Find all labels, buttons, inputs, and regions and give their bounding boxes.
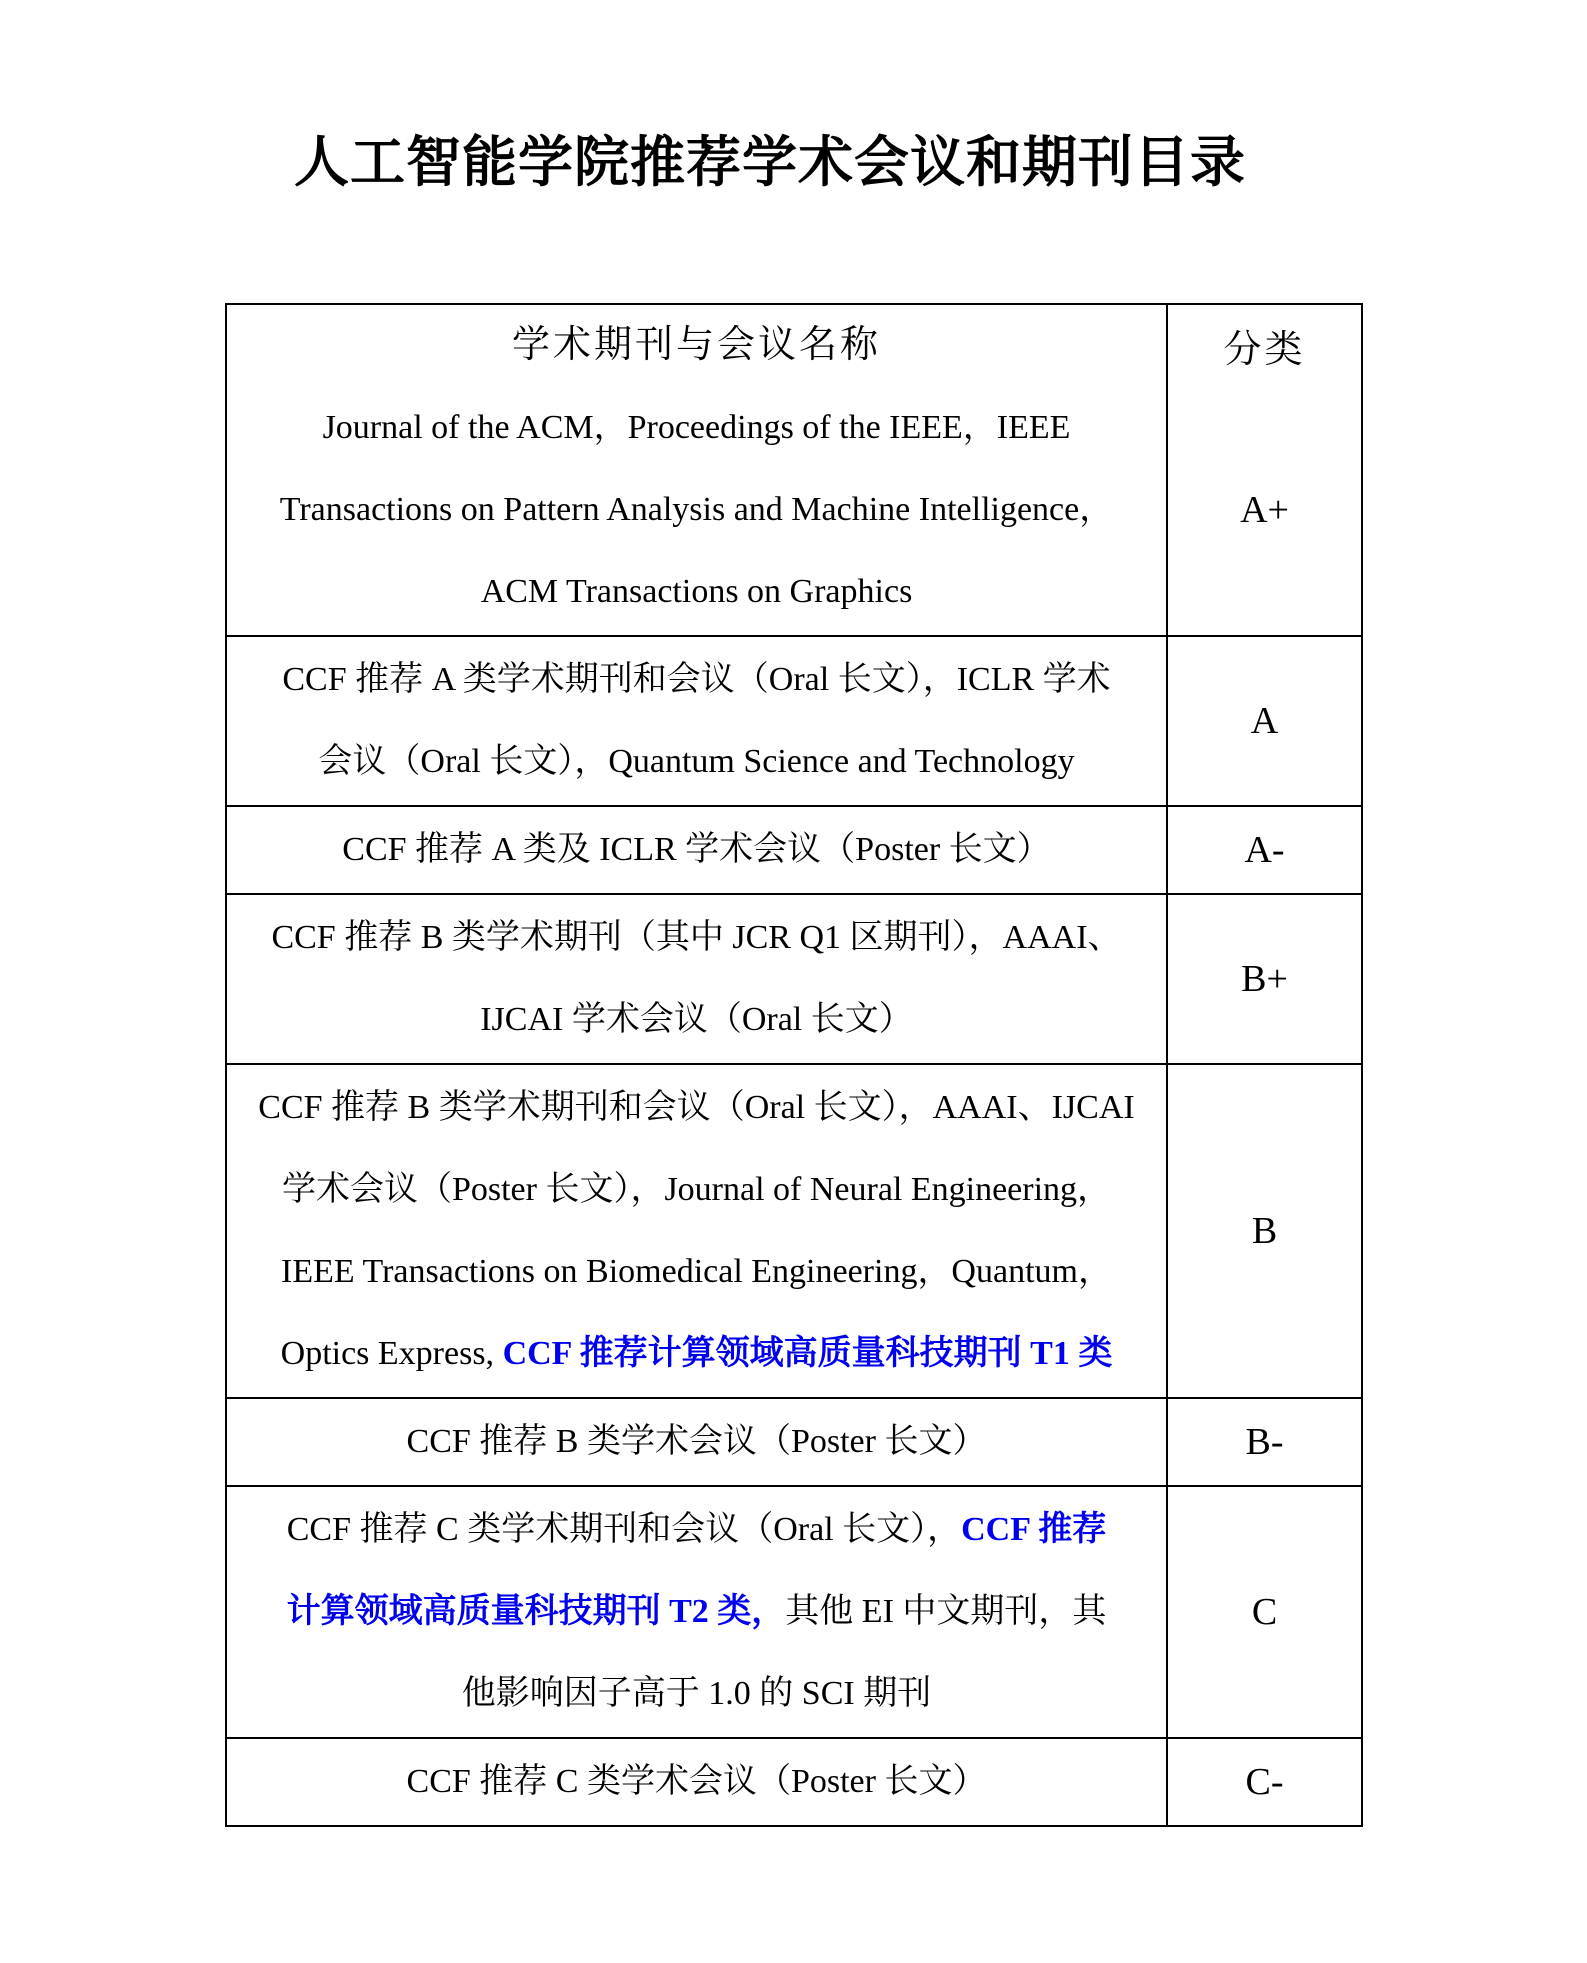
text-segment: CCF 推荐 B 类学术期刊和会议（Oral 长文），AAAI、IJCAI	[258, 1089, 1135, 1126]
table-header-row	[227, 305, 1361, 385]
journal-line	[318, 721, 1074, 803]
journal-line	[462, 1653, 931, 1735]
journal-line	[271, 897, 1121, 979]
text-segment: Journal of the ACM，Proceedings of the IEEE，IEEE	[322, 409, 1071, 446]
journal-names-cell	[227, 1399, 1168, 1485]
journal-category-table	[225, 303, 1363, 1827]
journal-names-cell	[227, 1065, 1168, 1397]
journal-line	[282, 639, 1110, 721]
journal-line	[480, 979, 913, 1061]
category-cell: A-	[1244, 829, 1285, 871]
table-row	[227, 805, 1361, 893]
journal-line	[323, 387, 1071, 469]
text-segment: CCF 推荐 B 类学术会议（Poster 长文）	[406, 1423, 987, 1460]
table-row	[227, 385, 1361, 635]
text-segment: IEEE Transactions on Biomedical Engineering，Quantum，	[281, 1253, 1112, 1290]
highlighted-text-segment: 计算领域高质量科技期刊 T2 类，	[286, 1593, 786, 1630]
journal-line	[287, 1489, 1106, 1571]
text-segment: Optics Express,	[280, 1335, 503, 1372]
text-segment: 其他 EI 中文期刊，其	[785, 1593, 1107, 1630]
text-segment: 会议（Oral 长文），Quantum Science and Technology	[318, 743, 1075, 780]
table-body	[227, 385, 1361, 1825]
highlighted-text-segment: CCF 推荐	[961, 1511, 1107, 1548]
journal-names-cell	[227, 637, 1168, 805]
category-cell: C	[1251, 1591, 1278, 1633]
table-row	[227, 635, 1361, 805]
text-segment: CCF 推荐 C 类学术期刊和会议（Oral 长文），	[286, 1511, 962, 1548]
journal-line	[281, 1313, 1113, 1395]
column-header-category: 分类	[1223, 328, 1306, 371]
text-segment: CCF 推荐 A 类学术期刊和会议（Oral 长文），ICLR 学术	[282, 661, 1111, 698]
text-segment: 学术会议（Poster 长文），Journal of Neural Engineering，	[281, 1171, 1112, 1208]
column-header-journal-names: 学术期刊与会议名称	[227, 305, 1168, 385]
category-cell: A	[1250, 700, 1279, 742]
text-segment: IJCAI 学术会议（Oral 长文）	[480, 1001, 913, 1038]
journal-line	[407, 1401, 987, 1483]
journal-names-cell	[227, 1487, 1168, 1737]
category-cell: B+	[1241, 958, 1288, 1000]
text-segment: Transactions on Pattern Analysis and Machine Intelligence，	[279, 491, 1114, 528]
table-row	[227, 1485, 1361, 1737]
journal-line	[342, 809, 1050, 891]
table-row	[227, 893, 1361, 1063]
journal-line	[481, 551, 913, 633]
journal-line	[287, 1571, 1107, 1653]
category-cell: B-	[1245, 1421, 1284, 1463]
highlighted-text-segment: CCF 推荐计算领域高质量科技期刊 T1 类	[502, 1335, 1113, 1372]
journal-line	[280, 469, 1113, 551]
page-title: 人工智能学院推荐学术会议和期刊目录	[293, 132, 1246, 193]
journal-names-cell	[227, 1739, 1168, 1825]
journal-line	[407, 1741, 987, 1823]
category-cell: A+	[1240, 489, 1289, 531]
journal-names-cell	[227, 807, 1168, 893]
journal-names-cell	[227, 385, 1168, 635]
journal-names-cell	[227, 895, 1168, 1063]
category-cell: B	[1251, 1210, 1278, 1252]
text-segment: ACM Transactions on Graphics	[480, 573, 913, 610]
category-cell: C-	[1245, 1761, 1284, 1803]
text-segment: CCF 推荐 B 类学术期刊（其中 JCR Q1 区期刊），AAAI、	[271, 919, 1122, 956]
journal-line	[258, 1067, 1134, 1149]
journal-line	[282, 1149, 1111, 1231]
text-segment: CCF 推荐 C 类学术会议（Poster 长文）	[406, 1763, 987, 1800]
table-row	[227, 1397, 1361, 1485]
text-segment: 他影响因子高于 1.0 的 SCI 期刊	[461, 1675, 932, 1712]
journal-line	[281, 1231, 1112, 1313]
text-segment: CCF 推荐 A 类及 ICLR 学术会议（Poster 长文）	[342, 831, 1051, 868]
table-row	[227, 1737, 1361, 1825]
table-row	[227, 1063, 1361, 1397]
